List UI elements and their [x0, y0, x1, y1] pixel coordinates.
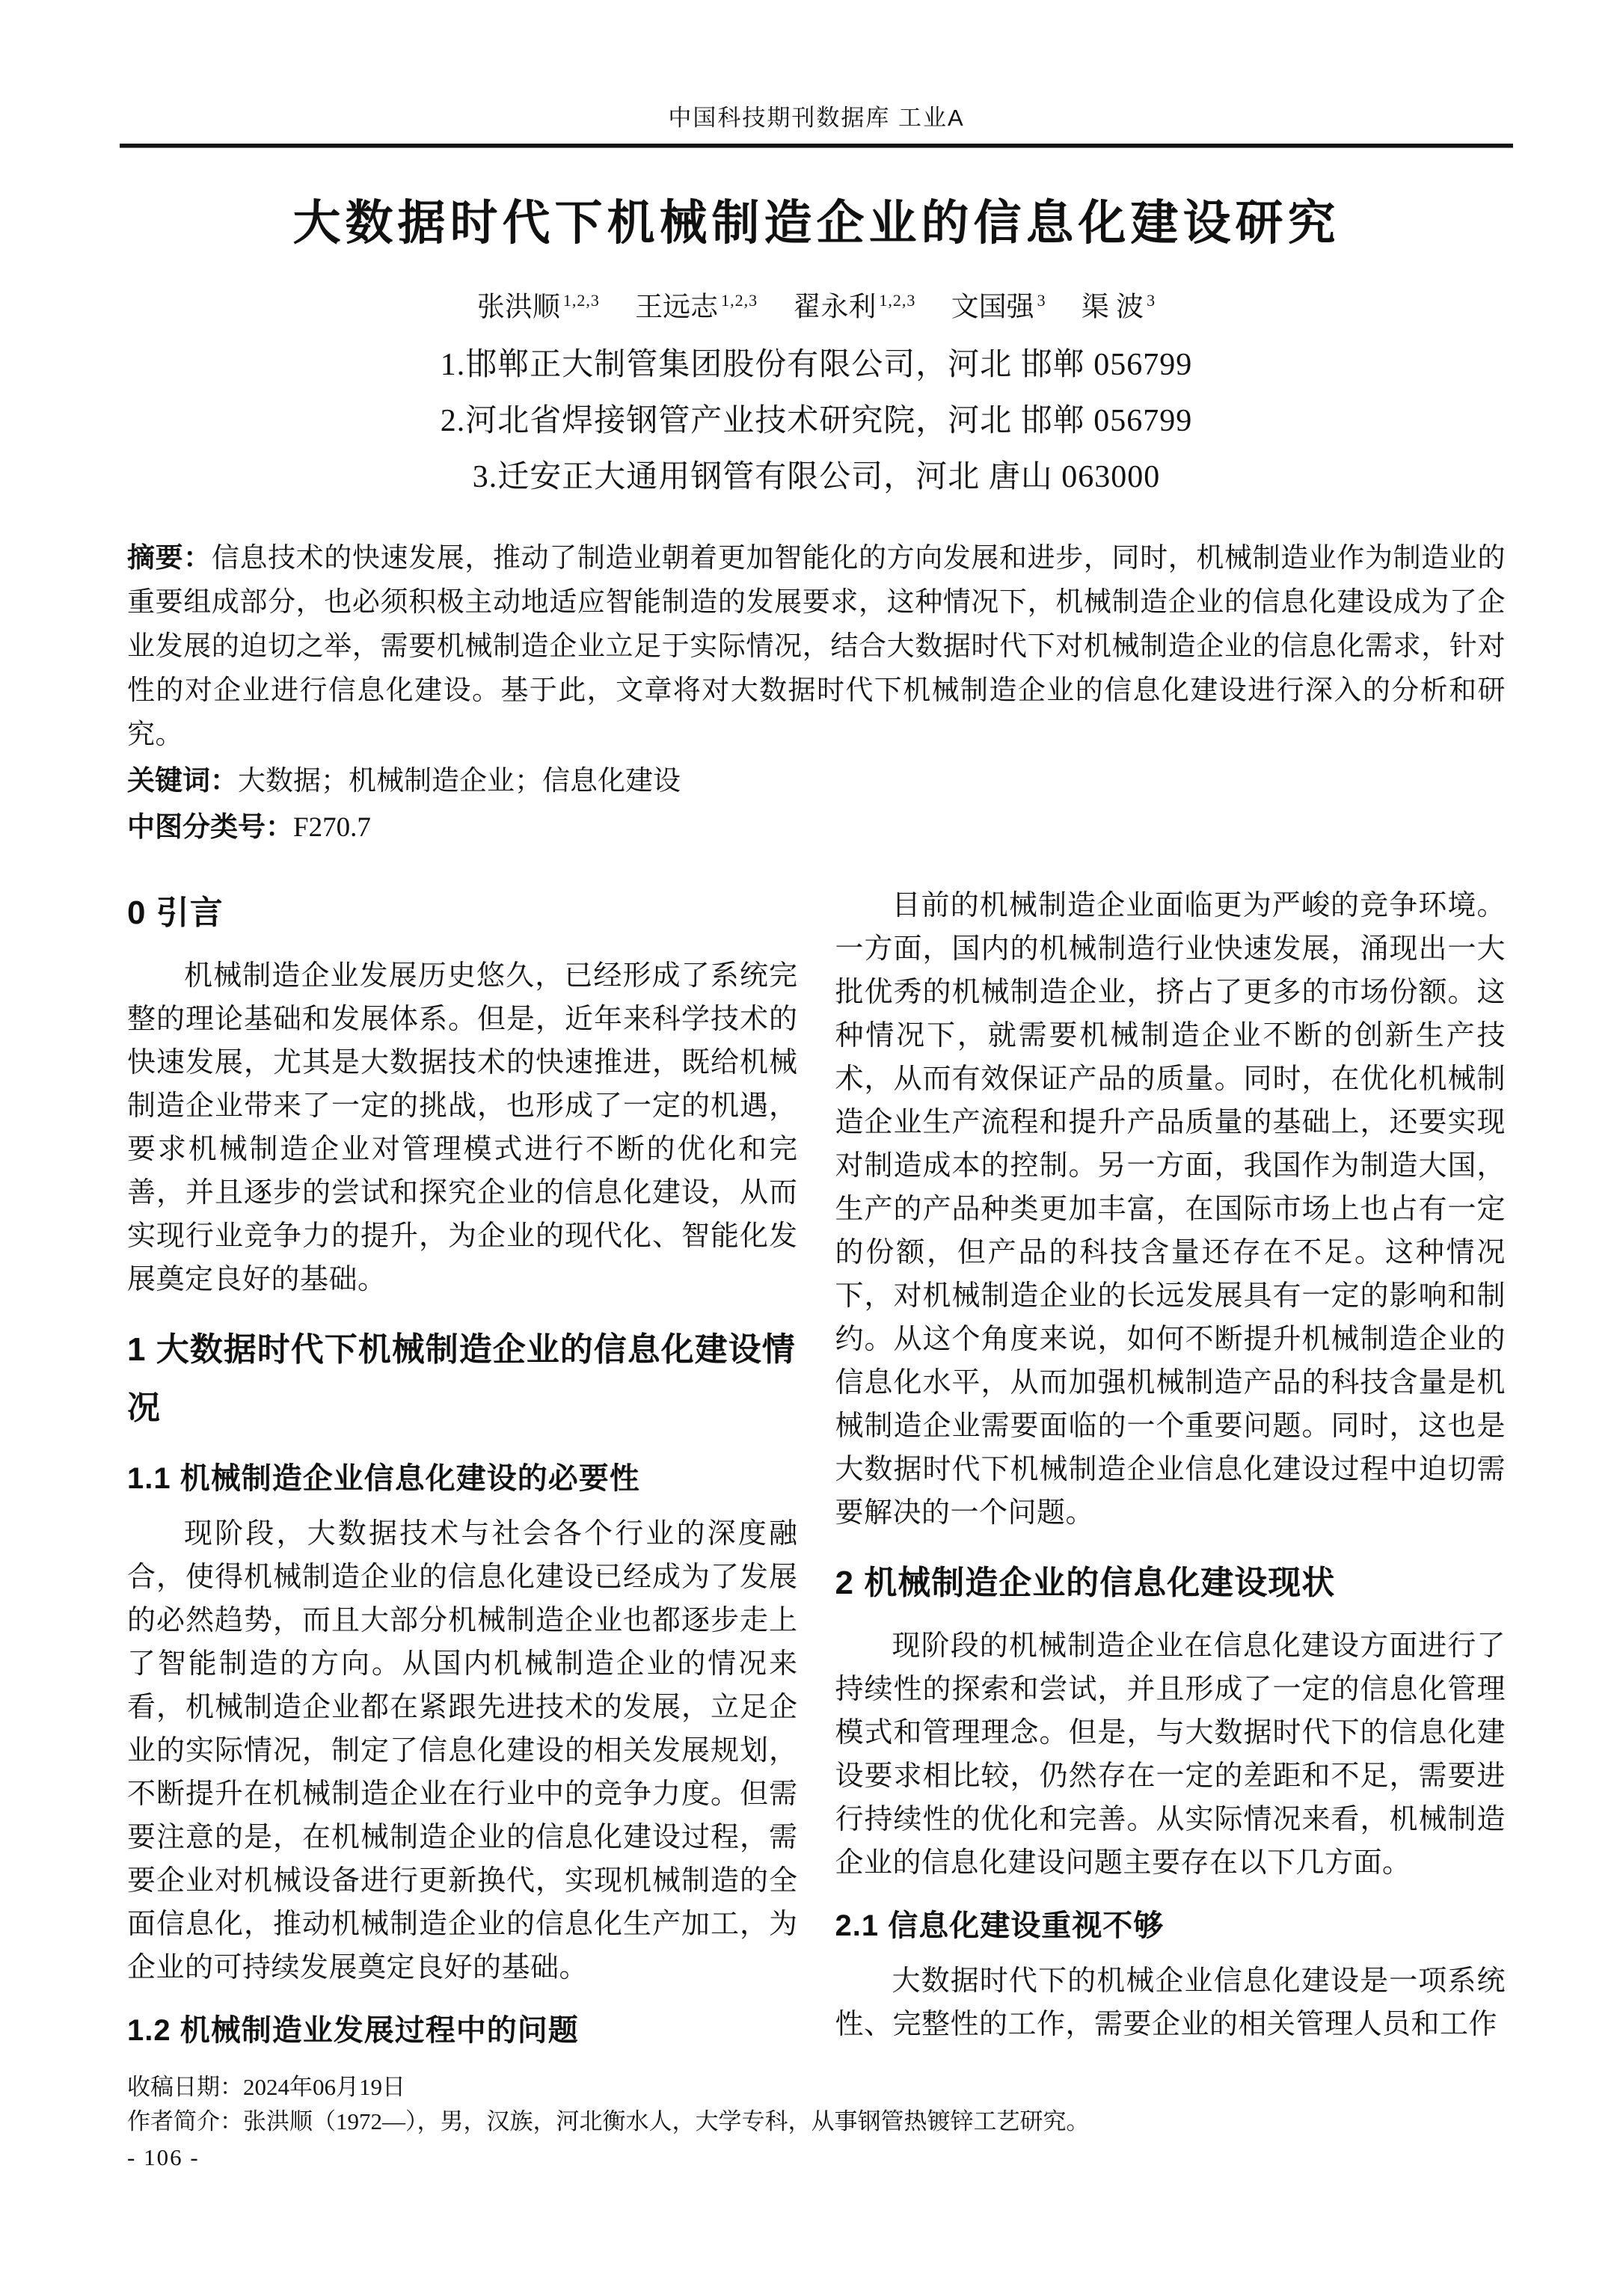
page-number: - 106 -	[127, 2144, 200, 2170]
author	[1082, 283, 1156, 325]
left-column	[127, 884, 798, 2064]
classification-label: 中图分类号：	[127, 811, 293, 843]
paper-title: 大数据时代下机械制造企业的信息化建设研究	[292, 196, 1340, 250]
body-columns	[127, 884, 1506, 2064]
author	[477, 283, 600, 325]
authors-line	[127, 283, 1506, 325]
section-heading-1: 1 大数据时代下机械制造企业的信息化建设情况	[127, 1331, 796, 1427]
author-bio-label: 作者简介：	[127, 2108, 243, 2134]
author-name: 文国强	[951, 292, 1034, 323]
body-paragraph: 现阶段，大数据技术与社会各个行业的深度融合，使得机械制造企业的信息化建设已经成为了发展的必然趋势，而且大部分机械制造企业也都逐步走上了智能制造的方向。从国内机械制造企业的情况来看，机械制造企业都在紧跟先进技术的发展，立足企业的实际情况，制定了信息化建设的相关发展规划，不断提升在机械制造企业在行业中的竞争力度。但需要注意的是，在机械制造企业的信息化建设过程，需要企业对机械设备进行更新换代，实现机械制造的全面信息化，推动机械制造企业的信息化生产加工，为企业的可持续发展奠定良好的基础。	[127, 1518, 798, 1984]
affiliation-line: 2.河北省焊接钢管产业技术研究院，河北 邯郸 056799	[440, 404, 1193, 439]
header-rule	[120, 144, 1513, 148]
body-paragraph: 大数据时代下的机械企业信息化建设是一项系统性、完整性的工作，需要企业的相关管理人员和工作	[835, 1965, 1506, 2041]
subsection-heading-1-1: 1.1 机械制造企业信息化建设的必要性	[127, 1462, 640, 1496]
author-bio-line	[127, 2105, 1507, 2139]
footer	[127, 2070, 1507, 2175]
classification-value: F270.7	[293, 812, 371, 844]
keywords-line	[127, 758, 1506, 803]
subsection-heading-2-1: 2.1 信息化建设重视不够	[835, 1909, 1165, 1943]
author-bio-value: 张洪顺（1972—），男，汉族，河北衡水人，大学专科，从事钢管热镀锌工艺研究。	[243, 2108, 1090, 2134]
journal-header-text: 中国科技期刊数据库 工业A	[668, 105, 965, 131]
author-name: 张洪顺	[476, 292, 560, 323]
received-date-line	[127, 2070, 1507, 2105]
received-date-label: 收稿日期：	[127, 2074, 243, 2100]
right-column	[835, 884, 1506, 2064]
author-affiliation-superscript: 1,2,3	[721, 291, 758, 310]
author	[793, 283, 915, 325]
author	[635, 283, 758, 325]
author-name: 渠 波	[1081, 292, 1144, 323]
keywords-text: 大数据；机械制造企业；信息化建设	[238, 766, 681, 797]
affiliation-line: 3.迁安正大通用钢管有限公司，河北 唐山 063000	[472, 460, 1161, 495]
classification-line	[127, 805, 1506, 850]
author-name: 王远志	[635, 292, 719, 323]
abstract-paragraph	[127, 535, 1506, 757]
body-paragraph: 机械制造企业发展历史悠久，已经形成了系统完整的理论基础和发展体系。但是，近年来科学技术的快速发展，尤其是大数据技术的快速推进，既给机械制造企业带来了一定的挑战，也形成了一定的机遇，要求机械制造企业对管理模式进行不断的优化和完善，并且逐步的尝试和探究企业的信息化建设，从而实现行业竞争力的提升，为企业的现代化、智能化发展奠定良好的基础。	[127, 960, 798, 1296]
affiliation-line: 1.邯郸正大制管集团股份有限公司，河北 邯郸 056799	[440, 348, 1193, 383]
abstract-text: 信息技术的快速发展，推动了制造业朝着更加智能化的方向发展和进步，同时，机械制造业作为制造业的重要组成部分，也必须积极主动地适应智能制造的发展要求，这种情况下，机械制造企业的信息化建设成为了企业发展的迫切之举，需要机械制造企业立足于实际情况，结合大数据时代下对机械制造企业的信息化需求，针对性的对企业进行信息化建设。基于此，文章将对大数据时代下机械制造企业的信息化建设进行深入的分析和研究。	[127, 543, 1506, 751]
section-heading-2: 2 机械制造企业的信息化建设现状	[835, 1565, 1336, 1602]
keywords-label: 关键词：	[127, 765, 238, 796]
author-affiliation-superscript: 3	[1147, 291, 1156, 310]
author-affiliation-superscript: 3	[1037, 291, 1046, 310]
author-affiliation-superscript: 1,2,3	[879, 291, 916, 310]
author-name: 翟永利	[793, 292, 877, 323]
author-affiliation-superscript: 1,2,3	[562, 291, 600, 310]
author	[951, 283, 1046, 325]
subsection-heading-1-2: 1.2 机械制造业发展过程中的问题	[127, 2014, 579, 2048]
body-paragraph: 目前的机械制造企业面临更为严峻的竞争环境。一方面，国内的机械制造行业快速发展，涌现出一大批优秀的机械制造企业，挤占了更多的市场份额。这种情况下，就需要机械制造企业不断的创新生产技术，从而有效保证产品的质量。同时，在优化机械制造企业生产流程和提升产品质量的基础上，还要实现对制造成本的控制。另一方面，我国作为制造大国，生产的产品种类更加丰富，在国际市场上也占有一定的份额，但产品的科技含量还存在不足。这种情况下，对机械制造企业的长远发展具有一定的影响和制约。从这个角度来说，如何不断提升机械制造企业的信息化水平，从而加强机械制造产品的科技含量是机械制造企业需要面临的一个重要问题。同时，这也是大数据时代下机械制造企业信息化建设过程中迫切需要解决的一个问题。	[835, 890, 1506, 1529]
received-date-value: 2024年06月19日	[243, 2074, 405, 2100]
body-paragraph: 现阶段的机械制造企业在信息化建设方面进行了持续性的探索和尝试，并且形成了一定的信息化管理模式和管理理念。但是，与大数据时代下的信息化建设要求相比较，仍然存在一定的差距和不足，需要进行持续性的优化和完善。从实际情况来看，机械制造企业的信息化建设问题主要存在以下几方面。	[835, 1630, 1506, 1879]
section-heading-0: 0 引言	[127, 894, 224, 932]
affiliations-block	[127, 337, 1506, 506]
abstract-label: 摘要：	[127, 542, 212, 574]
